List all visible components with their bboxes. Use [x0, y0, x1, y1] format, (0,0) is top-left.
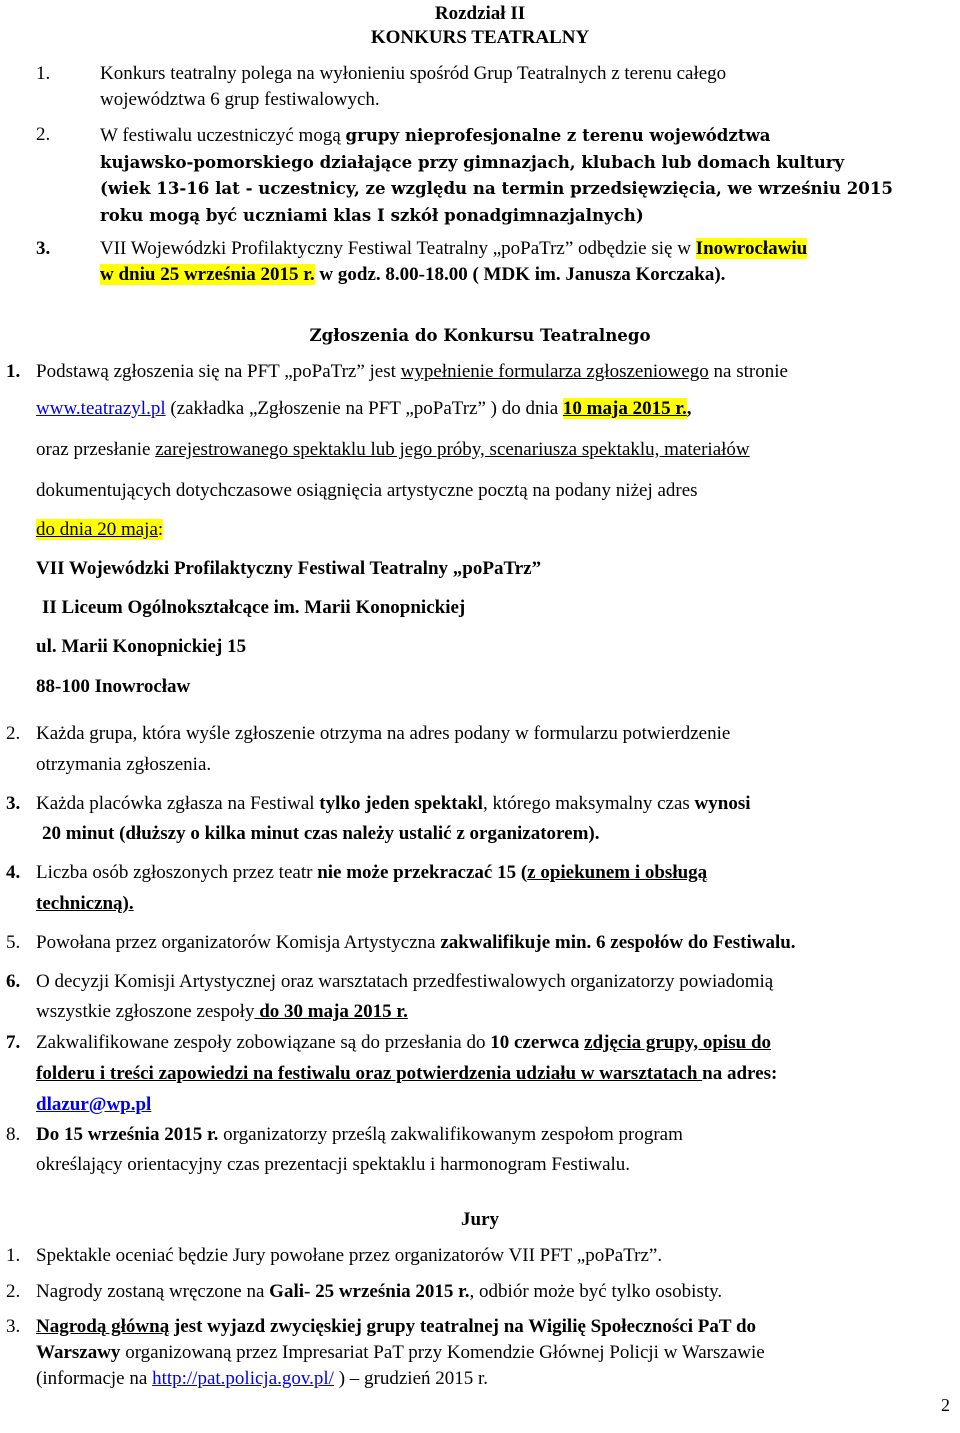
item-number: 3.: [36, 238, 51, 259]
section-title: Zgłoszenia do Konkursu Teatralnego: [309, 325, 651, 345]
item-number: 2.: [36, 124, 51, 145]
address-line: 88-100 Inowrocław: [36, 676, 191, 697]
paragraph-line: Warszawy organizowaną przez Impresariat PaT przy Komendzie Głównej Policji w Warszawie: [36, 1342, 765, 1363]
item-number: 1.: [6, 1245, 21, 1266]
paragraph-line: województwa 6 grup festiwalowych.: [100, 89, 380, 110]
item-number: 2.: [6, 723, 21, 744]
section-title: Jury: [461, 1209, 499, 1230]
item-number: 4.: [6, 862, 21, 883]
item-number: 1.: [6, 361, 21, 382]
paragraph-line: Zakwalifikowane zespoły zobowiązane są do przesłania do 10 czerwca zdjęcia grupy, opisu do: [36, 1032, 772, 1053]
item-number: 2.: [6, 1281, 21, 1302]
paragraph-line: [36, 1093, 151, 1117]
address-line: II Liceum Ogólnokształcące im. Marii Konopnickiej: [42, 597, 466, 618]
paragraph-line: Podstawą zgłoszenia się na PFT „poPaTrz” jest wypełnienie formularza zgłoszeniowego na stronie: [36, 361, 788, 382]
item-number: 8.: [6, 1124, 21, 1145]
item-number: 3.: [6, 1316, 21, 1337]
highlight: do dnia 20 maja: [36, 519, 158, 540]
page-number: 2: [941, 1395, 950, 1415]
item-number: 3.: [6, 793, 21, 814]
chapter-title: KONKURS TEATRALNY: [370, 27, 590, 48]
paragraph-line: (informacje na http://pat.policja.gov.pl/ ) – grudzień 2015 r.: [36, 1368, 489, 1389]
paragraph-line: Spektakle oceniać będzie Jury powołane przez organizatorów VII PFT „poPaTrz”.: [36, 1245, 663, 1266]
paragraph-line: Liczba osób zgłoszonych przez teatr nie może przekraczać 15 (z opiekunem i obsługą: [36, 862, 708, 883]
website-link[interactable]: www.teatrazyl.: [36, 398, 151, 419]
address-line: VII Wojewódzki Profilaktyczny Festiwal Teatralny „poPaTrz”: [36, 558, 542, 579]
paragraph-line: techniczną).: [36, 893, 134, 914]
paragraph-line: (wiek 13-16 lat - uczestnicy, ze względu na termin przedsięwzięcia, we wrześniu 2015: [100, 178, 893, 198]
paragraph-line: w dniu 25 września 2015 r. w godz. 8.00-18.00 ( MDK im. Janusza Korczaka).: [100, 264, 726, 285]
item-number: 1.: [36, 63, 51, 84]
paragraph-line: 20 minut (dłuższy o kilka minut czas należy ustalić z organizatorem).: [42, 823, 600, 844]
paragraph-line: Każda grupa, która wyśle zgłoszenie otrzyma na adres podany w formularzu potwierdzenie: [36, 723, 731, 744]
email-link[interactable]: dlazur@wp.pl: [36, 1094, 152, 1115]
paragraph-line: Nagrody zostaną wręczone na Gali- 25 września 2015 r., odbiór może być tylko osobisty.: [36, 1281, 723, 1302]
address-line: ul. Marii Konopnickiej 15: [36, 636, 247, 657]
paragraph-line: O decyzji Komisji Artystycznej oraz warsztatach przedfestiwalowych organizatorzy powiadomią: [36, 971, 774, 992]
paragraph-line: VII Wojewódzki Profilaktyczny Festiwal Teatralny „poPaTrz” odbędzie się w Inowrocławiu: [100, 238, 808, 259]
paragraph-line: folderu i treści zapowiedzi na festiwalu oraz potwierdzenia udziału w warsztatach na adres:: [36, 1063, 778, 1084]
paragraph-line: określający orientacyjny czas prezentacji spektaklu i harmonogram Festiwalu.: [36, 1154, 631, 1175]
paragraph-line: www.teatrazyl.pl (zakładka „Zgłoszenie na PFT „poPaTrz” ) do dnia 10 maja 2015 r.,: [36, 398, 692, 419]
paragraph-line: W festiwalu uczestniczyć mogą grupy nieprofesjonalne z terenu województwa: [100, 125, 771, 146]
highlight: 10 maja 2015 r.: [562, 398, 687, 419]
paragraph-line: Powołana przez organizatorów Komisja Artystyczna zakwalifikuje min. 6 zespołów do Festiwalu.: [36, 932, 796, 953]
paragraph-line: Konkurs teatralny polega na wyłonieniu spośród Grup Teatralnych z terenu całego: [100, 63, 727, 84]
paragraph-line: Każda placówka zgłasza na Festiwal tylko jeden spektakl, którego maksymalny czas wynosi: [36, 793, 751, 814]
website-link[interactable]: pl: [150, 398, 166, 419]
paragraph-line: dokumentujących dotychczasowe osiągnięcia artystyczne pocztą na podany niżej adres: [36, 480, 698, 501]
paragraph-line: roku mogą być uczniami klas I szkół ponadgimnazjalnych): [100, 205, 644, 225]
paragraph-line: do dnia 20 maja:: [36, 519, 164, 540]
paragraph-line: otrzymania zgłoszenia.: [36, 754, 212, 775]
paragraph-line: Nagrodą główną jest wyjazd zwycięskiej grupy teatralnej na Wigilię Społeczności PaT do: [36, 1316, 757, 1337]
paragraph-line: wszystkie zgłoszone zespoły do 30 maja 2015 r.: [36, 1001, 408, 1022]
highlight: Inowrocławiu: [695, 238, 808, 259]
item-number: 6.: [6, 971, 21, 992]
item-number: 7.: [6, 1032, 21, 1053]
item-number: 5.: [6, 932, 21, 953]
highlight: w dniu 25 września 2015 r.: [100, 264, 315, 285]
chapter-heading: Rozdział II: [434, 3, 526, 24]
paragraph-line: oraz przesłanie zarejestrowanego spektaklu lub jego próby, scenariusza spektaklu, materiałów: [36, 439, 750, 460]
paragraph-line: Do 15 września 2015 r. organizatorzy prześlą zakwalifikowanym zespołom program: [36, 1124, 683, 1145]
pat-link[interactable]: http://pat.policja.gov.pl/: [152, 1368, 334, 1389]
paragraph-line: kujawsko-pomorskiego działające przy gimnazjach, klubach lub domach kultury: [100, 152, 845, 172]
